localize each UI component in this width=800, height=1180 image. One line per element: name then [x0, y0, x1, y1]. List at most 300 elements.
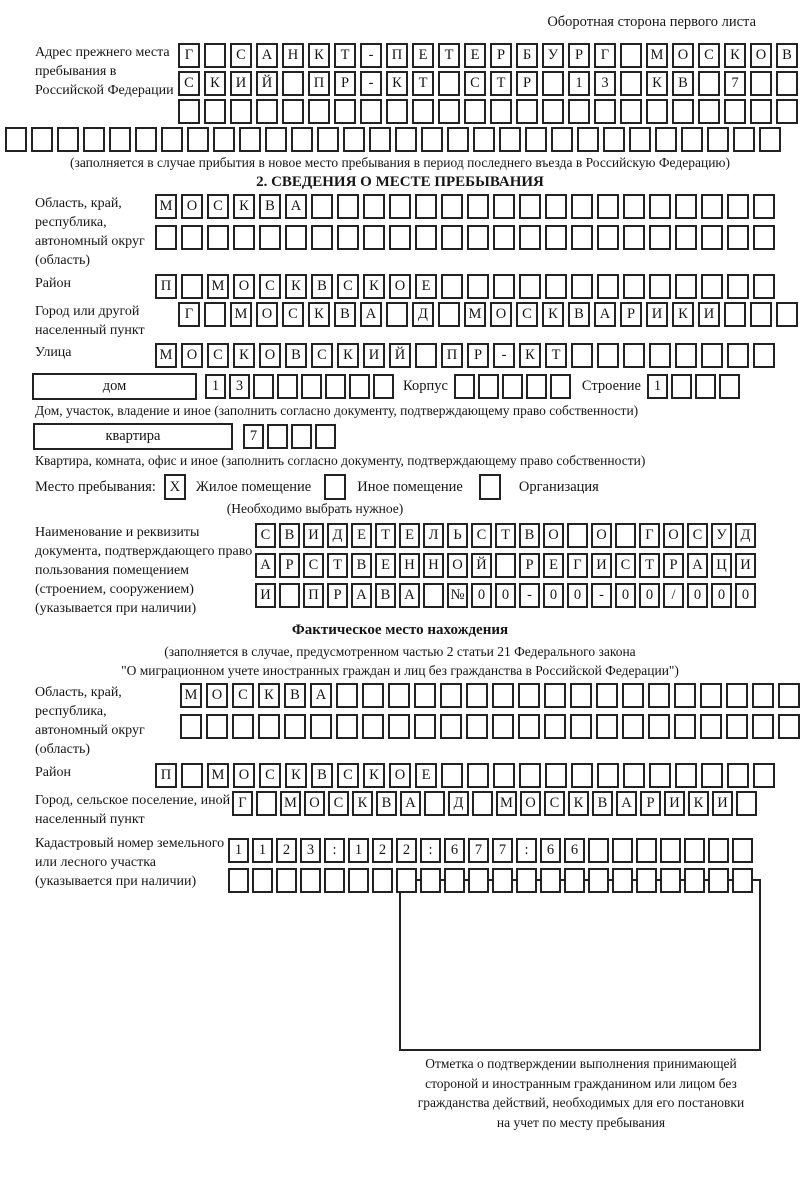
char-box[interactable] — [660, 868, 681, 893]
char-box[interactable]: К — [233, 343, 255, 368]
char-box[interactable]: Р — [279, 553, 300, 578]
char-box[interactable]: С — [178, 71, 200, 96]
char-box[interactable] — [279, 583, 300, 608]
char-box[interactable]: К — [688, 791, 709, 816]
char-box[interactable] — [759, 127, 781, 152]
char-box[interactable] — [441, 194, 463, 219]
char-box[interactable] — [649, 343, 671, 368]
char-box[interactable] — [415, 194, 437, 219]
char-box[interactable]: П — [155, 763, 177, 788]
char-box[interactable] — [684, 868, 705, 893]
char-box[interactable] — [542, 71, 564, 96]
char-box[interactable] — [778, 683, 800, 708]
other-premises-checkbox[interactable] — [324, 474, 346, 500]
char-box[interactable] — [348, 868, 369, 893]
char-box[interactable]: С — [255, 523, 276, 548]
char-box[interactable]: К — [363, 274, 385, 299]
char-box[interactable] — [213, 127, 235, 152]
char-box[interactable]: 2 — [396, 838, 417, 863]
char-box[interactable]: К — [285, 274, 307, 299]
char-box[interactable]: А — [399, 583, 420, 608]
char-box[interactable] — [334, 99, 356, 124]
char-box[interactable] — [499, 127, 521, 152]
char-box[interactable] — [424, 791, 445, 816]
char-box[interactable] — [388, 714, 410, 739]
char-box[interactable] — [684, 838, 705, 863]
char-box[interactable]: К — [542, 302, 564, 327]
char-box[interactable] — [675, 274, 697, 299]
char-box[interactable]: 0 — [735, 583, 756, 608]
char-box[interactable] — [239, 127, 261, 152]
char-box[interactable] — [778, 714, 800, 739]
char-box[interactable]: Й — [471, 553, 492, 578]
char-box[interactable]: - — [519, 583, 540, 608]
char-box[interactable] — [232, 714, 254, 739]
char-box[interactable] — [700, 714, 722, 739]
char-box[interactable]: И — [664, 791, 685, 816]
char-box[interactable] — [372, 868, 393, 893]
char-box[interactable]: 0 — [687, 583, 708, 608]
char-box[interactable]: Т — [545, 343, 567, 368]
char-box[interactable] — [516, 868, 537, 893]
char-box[interactable]: Г — [594, 43, 616, 68]
char-box[interactable]: 0 — [639, 583, 660, 608]
char-box[interactable] — [282, 71, 304, 96]
char-box[interactable] — [300, 868, 321, 893]
char-box[interactable]: О — [663, 523, 684, 548]
char-box[interactable]: Е — [412, 43, 434, 68]
char-box[interactable]: О — [389, 274, 411, 299]
char-box[interactable]: В — [592, 791, 613, 816]
char-box[interactable]: Ь — [447, 523, 468, 548]
char-box[interactable]: П — [303, 583, 324, 608]
char-box[interactable] — [681, 127, 703, 152]
char-box[interactable] — [420, 868, 441, 893]
char-box[interactable] — [178, 99, 200, 124]
char-box[interactable]: А — [400, 791, 421, 816]
char-box[interactable] — [776, 99, 798, 124]
char-box[interactable]: Г — [178, 43, 200, 68]
char-box[interactable] — [492, 868, 513, 893]
char-box[interactable] — [753, 343, 775, 368]
char-box[interactable] — [161, 127, 183, 152]
char-box[interactable] — [204, 43, 226, 68]
char-box[interactable]: 6 — [540, 838, 561, 863]
char-box[interactable] — [362, 714, 384, 739]
char-box[interactable]: Р — [334, 71, 356, 96]
char-box[interactable]: 3 — [229, 374, 250, 399]
char-box[interactable]: В — [284, 683, 306, 708]
char-box[interactable] — [544, 683, 566, 708]
char-box[interactable] — [525, 127, 547, 152]
char-box[interactable]: М — [646, 43, 668, 68]
char-box[interactable]: М — [496, 791, 517, 816]
char-box[interactable] — [526, 374, 547, 399]
char-box[interactable]: В — [351, 553, 372, 578]
char-box[interactable] — [727, 274, 749, 299]
char-box[interactable]: Н — [282, 43, 304, 68]
residential-checkbox[interactable]: X — [164, 474, 186, 500]
char-box[interactable] — [571, 194, 593, 219]
char-box[interactable]: И — [735, 553, 756, 578]
char-box[interactable] — [588, 838, 609, 863]
char-box[interactable] — [423, 583, 444, 608]
char-box[interactable] — [315, 424, 336, 449]
char-box[interactable] — [567, 523, 588, 548]
char-box[interactable] — [671, 374, 692, 399]
char-box[interactable] — [284, 714, 306, 739]
char-box[interactable] — [545, 194, 567, 219]
char-box[interactable]: М — [207, 274, 229, 299]
char-box[interactable]: С — [230, 43, 252, 68]
char-box[interactable] — [596, 714, 618, 739]
char-box[interactable] — [83, 127, 105, 152]
char-box[interactable] — [493, 194, 515, 219]
char-box[interactable] — [564, 868, 585, 893]
char-box[interactable] — [277, 374, 298, 399]
char-box[interactable] — [187, 127, 209, 152]
char-box[interactable]: В — [285, 343, 307, 368]
char-box[interactable] — [291, 424, 312, 449]
char-box[interactable]: А — [360, 302, 382, 327]
char-box[interactable]: 1 — [568, 71, 590, 96]
char-box[interactable] — [623, 763, 645, 788]
char-box[interactable] — [675, 225, 697, 250]
char-box[interactable]: Е — [375, 553, 396, 578]
char-box[interactable] — [701, 194, 723, 219]
char-box[interactable]: 0 — [495, 583, 516, 608]
char-box[interactable]: Е — [464, 43, 486, 68]
char-box[interactable] — [733, 127, 755, 152]
char-box[interactable] — [502, 374, 523, 399]
char-box[interactable] — [594, 99, 616, 124]
char-box[interactable] — [386, 302, 408, 327]
char-box[interactable]: И — [230, 71, 252, 96]
char-box[interactable] — [727, 763, 749, 788]
char-box[interactable] — [180, 714, 202, 739]
char-box[interactable]: Р — [467, 343, 489, 368]
char-box[interactable] — [588, 868, 609, 893]
char-box[interactable] — [571, 763, 593, 788]
char-box[interactable]: К — [646, 71, 668, 96]
char-box[interactable] — [701, 274, 723, 299]
char-box[interactable] — [466, 683, 488, 708]
char-box[interactable] — [324, 868, 345, 893]
char-box[interactable]: 7 — [724, 71, 746, 96]
char-box[interactable]: К — [352, 791, 373, 816]
char-box[interactable] — [317, 127, 339, 152]
char-box[interactable] — [620, 43, 642, 68]
char-box[interactable]: А — [255, 553, 276, 578]
char-box[interactable]: С — [698, 43, 720, 68]
char-box[interactable]: О — [490, 302, 512, 327]
char-box[interactable]: Н — [399, 553, 420, 578]
char-box[interactable]: М — [230, 302, 252, 327]
char-box[interactable] — [362, 683, 384, 708]
char-box[interactable] — [228, 868, 249, 893]
char-box[interactable] — [204, 302, 226, 327]
char-box[interactable] — [545, 274, 567, 299]
char-box[interactable]: Р — [327, 583, 348, 608]
char-box[interactable] — [519, 763, 541, 788]
char-box[interactable]: И — [698, 302, 720, 327]
char-box[interactable]: Т — [334, 43, 356, 68]
char-box[interactable] — [550, 374, 571, 399]
char-box[interactable] — [649, 274, 671, 299]
char-box[interactable]: : — [324, 838, 345, 863]
char-box[interactable] — [440, 714, 462, 739]
char-box[interactable] — [708, 868, 729, 893]
char-box[interactable]: К — [308, 43, 330, 68]
char-box[interactable] — [542, 99, 564, 124]
char-box[interactable]: О — [259, 343, 281, 368]
char-box[interactable]: С — [615, 553, 636, 578]
char-box[interactable]: А — [616, 791, 637, 816]
char-box[interactable]: Н — [423, 553, 444, 578]
char-box[interactable]: 7 — [492, 838, 513, 863]
char-box[interactable] — [753, 274, 775, 299]
char-box[interactable] — [516, 99, 538, 124]
char-box[interactable] — [736, 791, 757, 816]
char-box[interactable]: С — [303, 553, 324, 578]
char-box[interactable]: Д — [412, 302, 434, 327]
char-box[interactable] — [206, 714, 228, 739]
char-box[interactable] — [414, 714, 436, 739]
char-box[interactable]: 6 — [564, 838, 585, 863]
char-box[interactable]: О — [233, 763, 255, 788]
char-box[interactable] — [695, 374, 716, 399]
char-box[interactable]: 1 — [228, 838, 249, 863]
char-box[interactable]: 0 — [567, 583, 588, 608]
char-box[interactable] — [726, 714, 748, 739]
char-box[interactable]: М — [464, 302, 486, 327]
char-box[interactable] — [518, 683, 540, 708]
char-box[interactable]: П — [441, 343, 463, 368]
char-box[interactable]: Т — [375, 523, 396, 548]
char-box[interactable] — [259, 225, 281, 250]
char-box[interactable] — [752, 683, 774, 708]
char-box[interactable] — [596, 683, 618, 708]
char-box[interactable]: О — [206, 683, 228, 708]
char-box[interactable] — [753, 225, 775, 250]
char-box[interactable]: К — [724, 43, 746, 68]
char-box[interactable] — [472, 791, 493, 816]
char-box[interactable] — [719, 374, 740, 399]
char-box[interactable]: К — [672, 302, 694, 327]
char-box[interactable] — [623, 225, 645, 250]
char-box[interactable]: П — [386, 43, 408, 68]
char-box[interactable] — [204, 99, 226, 124]
char-box[interactable] — [276, 868, 297, 893]
char-box[interactable] — [636, 868, 657, 893]
char-box[interactable]: М — [280, 791, 301, 816]
char-box[interactable]: О — [233, 274, 255, 299]
char-box[interactable]: Д — [735, 523, 756, 548]
char-box[interactable]: К — [285, 763, 307, 788]
char-box[interactable] — [363, 194, 385, 219]
char-box[interactable] — [308, 99, 330, 124]
char-box[interactable]: Р — [663, 553, 684, 578]
char-box[interactable]: В — [519, 523, 540, 548]
char-box[interactable] — [750, 302, 772, 327]
char-box[interactable] — [727, 225, 749, 250]
char-box[interactable] — [395, 127, 417, 152]
char-box[interactable]: Т — [327, 553, 348, 578]
char-box[interactable]: С — [337, 274, 359, 299]
char-box[interactable] — [464, 99, 486, 124]
char-box[interactable] — [649, 225, 671, 250]
char-box[interactable]: Т — [639, 553, 660, 578]
char-box[interactable] — [440, 683, 462, 708]
char-box[interactable] — [571, 343, 593, 368]
char-box[interactable] — [636, 838, 657, 863]
char-box[interactable] — [267, 424, 288, 449]
char-box[interactable] — [490, 99, 512, 124]
char-box[interactable] — [467, 194, 489, 219]
char-box[interactable] — [675, 343, 697, 368]
char-box[interactable]: О — [389, 763, 411, 788]
char-box[interactable] — [545, 225, 567, 250]
char-box[interactable]: Е — [415, 274, 437, 299]
char-box[interactable] — [776, 302, 798, 327]
char-box[interactable] — [753, 763, 775, 788]
char-box[interactable] — [5, 127, 27, 152]
char-box[interactable] — [412, 99, 434, 124]
char-box[interactable]: С — [337, 763, 359, 788]
char-box[interactable]: И — [591, 553, 612, 578]
char-box[interactable] — [597, 225, 619, 250]
organization-checkbox[interactable] — [479, 474, 501, 500]
char-box[interactable] — [750, 71, 772, 96]
char-box[interactable]: - — [591, 583, 612, 608]
char-box[interactable]: О — [672, 43, 694, 68]
char-box[interactable]: С — [464, 71, 486, 96]
char-box[interactable]: 7 — [468, 838, 489, 863]
char-box[interactable] — [570, 683, 592, 708]
char-box[interactable] — [492, 714, 514, 739]
char-box[interactable]: А — [687, 553, 708, 578]
char-box[interactable] — [233, 225, 255, 250]
char-box[interactable] — [467, 274, 489, 299]
char-box[interactable] — [568, 99, 590, 124]
char-box[interactable] — [603, 127, 625, 152]
char-box[interactable] — [708, 838, 729, 863]
char-box[interactable]: - — [360, 71, 382, 96]
char-box[interactable]: К — [386, 71, 408, 96]
char-box[interactable]: 2 — [276, 838, 297, 863]
char-box[interactable]: Д — [327, 523, 348, 548]
char-box[interactable] — [311, 194, 333, 219]
char-box[interactable] — [623, 194, 645, 219]
char-box[interactable]: Й — [256, 71, 278, 96]
char-box[interactable] — [674, 714, 696, 739]
char-box[interactable] — [438, 99, 460, 124]
char-box[interactable] — [597, 194, 619, 219]
char-box[interactable] — [623, 343, 645, 368]
char-box[interactable]: О — [256, 302, 278, 327]
char-box[interactable] — [256, 99, 278, 124]
char-box[interactable]: 0 — [471, 583, 492, 608]
char-box[interactable] — [701, 225, 723, 250]
char-box[interactable]: 0 — [711, 583, 732, 608]
char-box[interactable]: 1 — [348, 838, 369, 863]
char-box[interactable]: К — [258, 683, 280, 708]
char-box[interactable]: Е — [351, 523, 372, 548]
char-box[interactable]: И — [255, 583, 276, 608]
char-box[interactable] — [544, 714, 566, 739]
char-box[interactable] — [660, 838, 681, 863]
char-box[interactable] — [597, 763, 619, 788]
char-box[interactable] — [109, 127, 131, 152]
char-box[interactable]: Е — [415, 763, 437, 788]
char-box[interactable] — [31, 127, 53, 152]
char-box[interactable] — [701, 343, 723, 368]
char-box[interactable] — [468, 868, 489, 893]
char-box[interactable] — [467, 225, 489, 250]
char-box[interactable] — [675, 194, 697, 219]
char-box[interactable]: 0 — [543, 583, 564, 608]
char-box[interactable] — [675, 763, 697, 788]
char-box[interactable] — [438, 71, 460, 96]
char-box[interactable] — [727, 194, 749, 219]
char-box[interactable]: / — [663, 583, 684, 608]
char-box[interactable]: 3 — [300, 838, 321, 863]
char-box[interactable] — [373, 374, 394, 399]
char-box[interactable] — [311, 225, 333, 250]
char-box[interactable]: Р — [490, 43, 512, 68]
char-box[interactable] — [493, 274, 515, 299]
char-box[interactable]: А — [594, 302, 616, 327]
char-box[interactable] — [707, 127, 729, 152]
char-box[interactable] — [646, 99, 668, 124]
char-box[interactable]: С — [544, 791, 565, 816]
char-box[interactable] — [495, 553, 516, 578]
char-box[interactable]: С — [687, 523, 708, 548]
char-box[interactable] — [454, 374, 475, 399]
char-box[interactable] — [388, 683, 410, 708]
char-box[interactable] — [540, 868, 561, 893]
char-box[interactable]: С — [471, 523, 492, 548]
char-box[interactable] — [620, 99, 642, 124]
char-box[interactable] — [265, 127, 287, 152]
char-box[interactable]: К — [519, 343, 541, 368]
char-box[interactable]: И — [363, 343, 385, 368]
char-box[interactable]: В — [334, 302, 356, 327]
char-box[interactable] — [256, 791, 277, 816]
char-box[interactable]: О — [543, 523, 564, 548]
char-box[interactable]: М — [207, 763, 229, 788]
char-box[interactable] — [438, 302, 460, 327]
char-box[interactable] — [467, 763, 489, 788]
char-box[interactable] — [655, 127, 677, 152]
char-box[interactable]: А — [310, 683, 332, 708]
char-box[interactable]: Й — [389, 343, 411, 368]
char-box[interactable] — [421, 127, 443, 152]
char-box[interactable] — [519, 194, 541, 219]
char-box[interactable] — [493, 763, 515, 788]
char-box[interactable] — [648, 714, 670, 739]
char-box[interactable] — [648, 683, 670, 708]
char-box[interactable]: Л — [423, 523, 444, 548]
char-box[interactable]: И — [303, 523, 324, 548]
char-box[interactable]: В — [259, 194, 281, 219]
char-box[interactable] — [369, 127, 391, 152]
char-box[interactable] — [441, 763, 463, 788]
char-box[interactable]: Т — [495, 523, 516, 548]
char-box[interactable] — [181, 763, 203, 788]
char-box[interactable] — [750, 99, 772, 124]
char-box[interactable]: С — [207, 343, 229, 368]
